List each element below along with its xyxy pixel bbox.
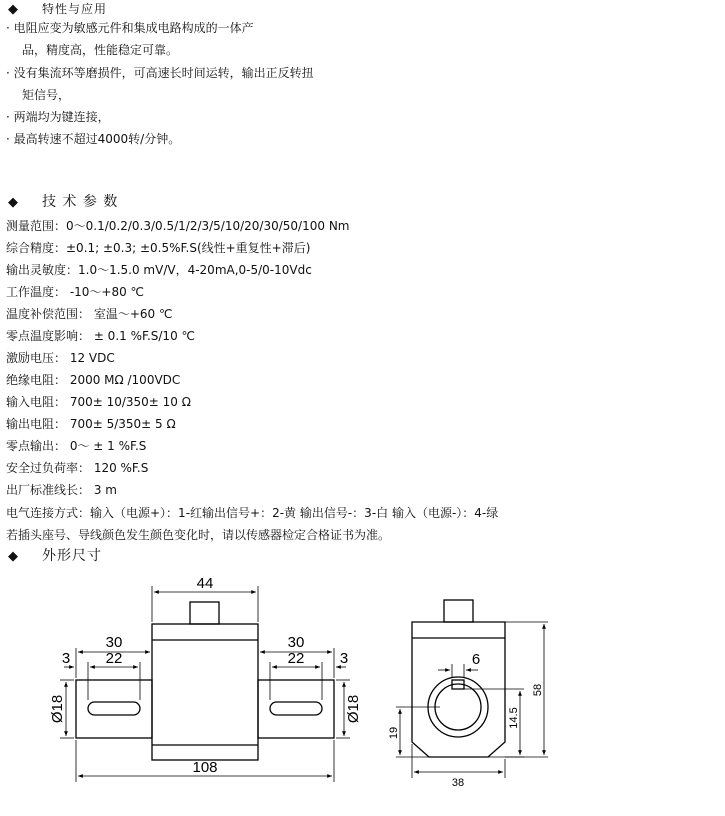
spec-line-10: 输出电阻： 700± 5/350± 5 Ω <box>6 417 176 431</box>
right-keyway <box>270 702 322 715</box>
spec-line-5: 温度补偿范围： 室温～+60 ℃ <box>6 307 173 321</box>
feature-line-3: · 没有集流环等磨损件，可高速长时间运转，输出正反转扭 <box>6 66 314 80</box>
dim-right-diameter: Ø18 <box>345 694 362 724</box>
dim-total-length: 108 <box>192 759 218 776</box>
spec-line-3: 输出灵敏度：1.0～1.5.0 mV/V，4-20mA,0-5/0-10Vdc <box>6 263 312 277</box>
spec-line-12: 安全过负荷率： 120 %F.S <box>6 461 149 475</box>
spec-line-7: 激励电压： 12 VDC <box>6 351 115 365</box>
dim-left-key: 22 <box>105 650 123 667</box>
spec-line-14: 电气连接方式：输入（电源+）：1-红输出信号+：2-黄 输出信号-：3-白 输入（电源-）：4-绿 <box>6 506 499 520</box>
left-keyway <box>88 702 140 715</box>
specs-title: 技 术 参 数 <box>42 194 119 210</box>
dim-left-shaft: 30 <box>105 634 123 651</box>
dim-key-width: 6 <box>471 651 481 668</box>
feature-line-6: · 最高转速不超过4000转/分钟。 <box>6 132 181 146</box>
spec-line-8: 绝缘电阻： 2000 MΩ /100VDC <box>6 373 181 387</box>
dim-side-height: 58 <box>532 683 544 697</box>
diamond-bullet-icon: ◆ <box>8 549 18 564</box>
specs-heading <box>6 193 118 212</box>
dim-key-depth: 14.5 <box>508 707 520 729</box>
dim-center-height: 19 <box>388 726 400 740</box>
dim-right-key: 22 <box>287 650 305 667</box>
dim-right-shaft: 30 <box>287 634 305 651</box>
dimensions-title: 外形尺寸 <box>42 548 102 564</box>
features-title: 特性与应用 <box>42 2 108 16</box>
spec-line-6: 零点温度影响： ± 0.1 %F.S/10 ℃ <box>6 329 195 343</box>
body-outline <box>152 624 258 760</box>
diamond-bullet-icon: ◆ <box>8 2 18 17</box>
spec-line-11: 零点输出： 0～ ± 1 %F.S <box>6 439 147 453</box>
spec-line-4: 工作温度： -10～+80 ℃ <box>6 285 145 299</box>
feature-line-4: 矩信号， <box>22 88 71 102</box>
spec-line-2: 综合精度：±0.1; ±0.3; ±0.5%F.S(线性+重复性+滞后) <box>6 241 311 255</box>
front-view <box>76 602 334 760</box>
feature-line-1: · 电阻应变为敏感元件和集成电路构成的一体产 <box>6 21 254 35</box>
spec-line-13: 出厂标准线长： 3 m <box>6 483 117 497</box>
connector-outline <box>190 602 219 624</box>
spec-line-9: 输入电阻： 700± 10/350± 10 Ω <box>6 395 191 409</box>
dim-body-width: 44 <box>196 575 214 592</box>
diamond-bullet-icon: ◆ <box>8 195 18 210</box>
dim-side-width: 38 <box>451 777 465 789</box>
side-dimension-lines <box>396 622 548 778</box>
spec-line-1: 测量范围：0～0.1/0.2/0.3/0.5/1/2/3/5/10/20/30/50/100 Nm <box>6 219 350 233</box>
dimension-drawing <box>0 560 725 816</box>
dim-left-offset: 3 <box>61 650 71 667</box>
side-connector-outline <box>444 600 473 622</box>
dim-right-offset: 3 <box>339 650 349 667</box>
feature-line-2: 品，精度高，性能稳定可靠。 <box>22 43 179 57</box>
front-dimension-lines <box>60 586 350 782</box>
dim-left-diameter: Ø18 <box>49 694 66 724</box>
features-heading <box>6 0 107 19</box>
feature-line-5: · 两端均为键连接， <box>6 110 110 124</box>
spec-line-15: 若插头座号、导线颜色发生颜色变化时，请以传感器检定合格证书为准。 <box>6 528 391 542</box>
side-view <box>412 600 505 757</box>
